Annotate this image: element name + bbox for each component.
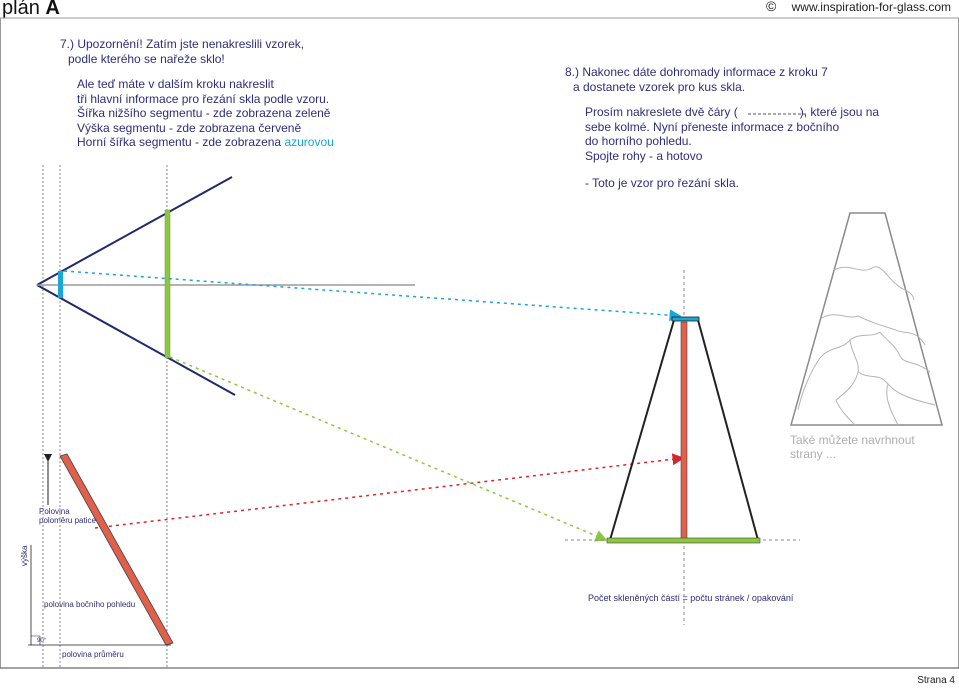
page-number: Strana 4 — [917, 675, 955, 686]
page-title: plán A — [2, 0, 60, 19]
example-cut-lines — [798, 267, 935, 425]
transfer-green-arrow — [170, 357, 606, 540]
step8-line5: do horního pohledu. — [585, 134, 692, 148]
top-width-cyan-mark — [58, 271, 63, 298]
step7-line2: podle kterého se nařeže sklo! — [68, 51, 225, 66]
step7-line7: Horní šířka segmentu - zde zobrazena azurovou — [77, 135, 334, 149]
side-view-red-bar — [60, 454, 173, 645]
cyan-word: azurovou — [284, 135, 334, 149]
pattern-height-red — [681, 322, 687, 539]
copyright-icon: © — [766, 0, 777, 14]
transfer-red-arrow — [95, 458, 683, 528]
step7-line1: 7.) Upozornění! Zatím jste nenakreslili vzorek, — [60, 37, 305, 51]
cone-upper-edge — [37, 177, 232, 285]
bottom-width-green-mark — [165, 210, 170, 358]
page-frame — [1, 18, 959, 668]
step7-line6: Výška segmentu - zde zobrazena červeně — [77, 120, 302, 135]
design-hint: Také můžete navrhnout strany ... — [790, 433, 915, 461]
parts-formula: Počet skleněných částí = počtu stránek / opakování — [588, 593, 794, 603]
transfer-cyan-arrow — [64, 271, 680, 316]
label-half-side: polovina bočního pohledu — [44, 600, 136, 609]
step8-line2: a dostanete vzorek pro kus skla. — [573, 79, 746, 94]
step8-line1: 8.) Nakonec dáte dohromady informace z kroku 7 — [565, 65, 828, 79]
label-half-base: Polovina poloměru patice — [39, 507, 96, 525]
step8-line6: Spojte rohy - a hotovo — [585, 148, 703, 163]
label-half-diameter: polovina průměru — [62, 650, 124, 659]
pattern-base-green — [607, 538, 760, 543]
right-angle-mark — [31, 636, 40, 645]
step7-line5: Šířka nižšího segmentu - zde zobrazena zeleně — [77, 106, 331, 120]
label-angle: 90° — [37, 638, 47, 644]
step8-line4: sebe kolmé. Nyní přeneste informace z bočního — [585, 119, 840, 134]
step7-line3: Ale teď máte v dalším kroku nakreslit — [77, 77, 274, 91]
step8-line3: Prosím nakreslete dvě čáry ( ), které jsou na — [585, 105, 880, 119]
example-pattern — [791, 213, 942, 425]
website-link[interactable]: www.inspiration-for-glass.com — [791, 0, 951, 14]
pattern-top-cyan — [672, 317, 699, 321]
label-height: výška — [20, 545, 29, 566]
step8-line7: - Toto je vzor pro řezání skla. — [585, 176, 739, 190]
step7-line4: tři hlavní informace pro řezání skla podle vzoru. — [77, 91, 330, 106]
cone-lower-edge — [37, 285, 235, 395]
